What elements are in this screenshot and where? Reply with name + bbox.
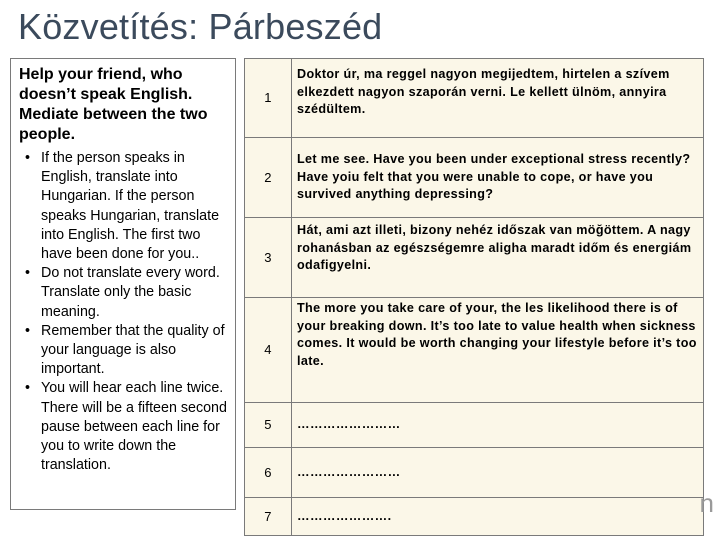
line-text: Hát, ami azt illeti, bizony nehéz időszak van möğöttem. A nagy rohanásban az egészségemre aligha maradt időm és energiám odafigyelni.	[292, 218, 704, 298]
instructions-heading: Help your friend, who doesn’t speak English. Mediate between the two people.	[19, 66, 208, 143]
dialogue-table	[244, 58, 704, 536]
line-number: 7	[245, 498, 292, 536]
instruction-item: • Remember that the quality of your language is also important.	[19, 322, 231, 380]
instruction-item: • If the person speaks in English, translate into Hungarian. If the person speaks Hungarian, translate into English. The first two have been done for you..	[19, 149, 231, 264]
line-number: 6	[245, 448, 292, 498]
line-number: 3	[245, 218, 292, 298]
instruction-item: • Do not translate every word. Translate only the basic meaning.	[19, 264, 231, 322]
line-text: Let me see. Have you been under exceptional stress recently? Have yoiu felt that you were unable to cope, or have you survived anything depressing?	[292, 138, 704, 218]
answer-blank[interactable]: ……………………	[292, 403, 704, 448]
answer-blank[interactable]: ……………………	[292, 448, 704, 498]
dialogue-row	[245, 138, 704, 218]
line-number: 4	[245, 298, 292, 403]
instructions-box	[10, 58, 236, 510]
dialogue-row	[245, 498, 704, 536]
line-number: 1	[245, 59, 292, 138]
line-number: 5	[245, 403, 292, 448]
dialogue-row	[245, 448, 704, 498]
dialogue-row	[245, 59, 704, 138]
instructions-list	[19, 149, 231, 475]
dialogue-row	[245, 218, 704, 298]
line-number: 2	[245, 138, 292, 218]
instruction-item: • You will hear each line twice. There will be a fifteen second pause between each line for you to write down the translation.	[19, 379, 231, 475]
dialogue-row	[245, 403, 704, 448]
watermark-text: n	[699, 488, 714, 518]
line-text: The more you take care of your, the les likelihood there is of your breaking down. It’s too late to value health when sickness comes. It would be worth changing your lifestyle before it’s too late.	[292, 298, 704, 403]
line-text: Doktor úr, ma reggel nagyon megijedtem, hirtelen a szívem elkezdett nagyon szaporán verni. Le kellett ülnöm, annyira szédültem.	[292, 59, 704, 138]
dialogue-row	[245, 298, 704, 403]
answer-blank[interactable]: ………………….	[292, 498, 704, 536]
page-title: Közvetítés: Párbeszéd	[18, 6, 383, 47]
